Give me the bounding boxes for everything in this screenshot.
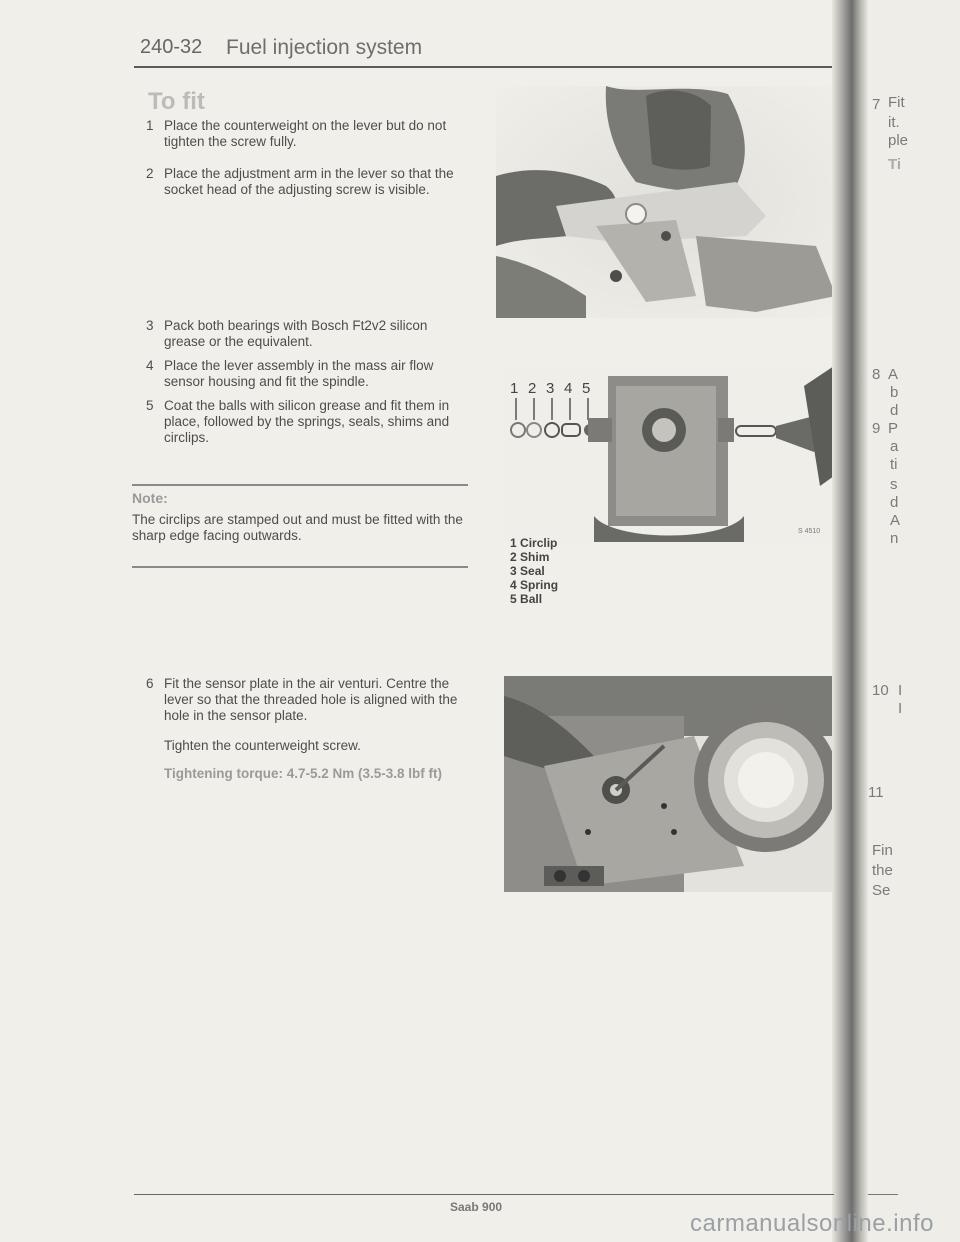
- facing-text: Fin: [872, 842, 893, 859]
- step-text: Pack both bearings with Bosch Ft2v2 silicon grease or the equivalent.: [164, 318, 428, 349]
- step-text: Coat the balls with silicon grease and fit them in place, followed by the springs, seals, shims and circlips.: [164, 398, 450, 445]
- facing-text: Ti: [888, 156, 902, 173]
- legend-label: Shim: [520, 550, 550, 564]
- note-bottom-rule: [132, 566, 468, 568]
- watermark: carmanualsonline.info: [690, 1210, 934, 1237]
- facing-text: ti: [890, 456, 898, 473]
- section-title: To fit: [148, 88, 205, 115]
- legend-label: Circlip: [520, 536, 558, 550]
- legend-num: 3: [510, 564, 517, 578]
- step-number: 4: [146, 358, 154, 373]
- callout-3: 3: [546, 380, 555, 397]
- lever-photo: [496, 86, 842, 318]
- facing-text: P: [888, 420, 899, 437]
- step-number: 1: [146, 118, 154, 133]
- legend-item: [510, 592, 558, 606]
- legend-label: Ball: [520, 592, 543, 606]
- step-5: [146, 398, 468, 446]
- facing-text: b: [890, 384, 899, 401]
- facing-text: A: [890, 512, 901, 529]
- footer-model: Saab 900: [450, 1200, 503, 1214]
- exploded-diagram: [504, 366, 834, 542]
- tighten-instruction: Tighten the counterweight screw.: [164, 738, 361, 753]
- facing-text: 10: [872, 682, 889, 699]
- legend-num: 1: [510, 536, 517, 550]
- facing-text: n: [890, 530, 899, 547]
- facing-footer-rule: [868, 1194, 898, 1195]
- figure-code: S 4510: [798, 528, 821, 535]
- facing-text: d: [890, 494, 899, 511]
- legend-num: 4: [510, 578, 517, 592]
- step-text: Place the lever assembly in the mass air flow sensor housing and fit the spindle.: [164, 358, 434, 389]
- step-text: Place the counterweight on the lever but do not tighten the screw fully.: [164, 118, 447, 149]
- step-3: [146, 318, 468, 350]
- facing-text: 11: [868, 784, 884, 801]
- figure-legend: [510, 536, 558, 606]
- note-top-rule: [132, 484, 468, 486]
- step-text: Fit the sensor plate in the air venturi. Centre the lever so that the threaded hole is aligned with the hole in the sensor plate.: [164, 676, 458, 723]
- facing-page: [868, 0, 960, 1242]
- callout-2: 2: [528, 380, 537, 397]
- facing-text: Fit: [888, 94, 905, 111]
- facing-text: 8: [872, 366, 881, 383]
- facing-text: d: [890, 402, 899, 419]
- facing-text: I: [898, 700, 903, 717]
- legend-item: [510, 578, 558, 592]
- footer-rule: [134, 1194, 834, 1195]
- legend-label: Seal: [520, 564, 545, 578]
- sensor-plate-photo-image: [504, 676, 842, 892]
- lever-photo-image: [496, 86, 842, 318]
- step-2: [146, 166, 468, 198]
- facing-text: the: [872, 862, 893, 879]
- facing-text: it.: [888, 114, 900, 131]
- legend-num: 2: [510, 550, 517, 564]
- page-gutter: [832, 0, 868, 1242]
- step-number: 2: [146, 166, 154, 181]
- facing-text: I: [898, 682, 903, 699]
- callout-5: 5: [582, 380, 591, 397]
- header-rule: [134, 66, 834, 68]
- step-number: 5: [146, 398, 154, 413]
- facing-text: s: [890, 476, 898, 493]
- facing-text: A: [888, 366, 899, 383]
- note-heading: Note:: [132, 490, 168, 506]
- sensor-plate-photo: [504, 676, 842, 892]
- facing-text: Se: [872, 882, 891, 899]
- facing-text: 9: [872, 420, 881, 437]
- facing-text: 7: [872, 96, 881, 113]
- facing-text: ple: [888, 132, 909, 149]
- note-text: The circlips are stamped out and must be fitted with the sharp edge facing outwards.: [132, 512, 463, 543]
- facing-text: a: [890, 438, 899, 455]
- page-number: 240-32: [140, 36, 203, 58]
- step-number: 3: [146, 318, 154, 333]
- legend-num: 5: [510, 592, 517, 606]
- legend-item: [510, 536, 558, 550]
- step-1: [146, 118, 468, 150]
- legend-label: Spring: [520, 578, 559, 592]
- torque-spec: Tightening torque: 4.7-5.2 Nm (3.5-3.8 lbf ft): [164, 766, 443, 781]
- callout-1: 1: [510, 380, 519, 397]
- callout-4: 4: [564, 380, 573, 397]
- page-header-title: Fuel injection system: [226, 36, 423, 59]
- step-number: 6: [146, 676, 154, 691]
- step-text: Place the adjustment arm in the lever so that the socket head of the adjusting screw is visible.: [164, 166, 454, 197]
- legend-item: [510, 564, 558, 578]
- legend-item: [510, 550, 558, 564]
- step-6: [146, 676, 468, 724]
- step-4: [146, 358, 468, 390]
